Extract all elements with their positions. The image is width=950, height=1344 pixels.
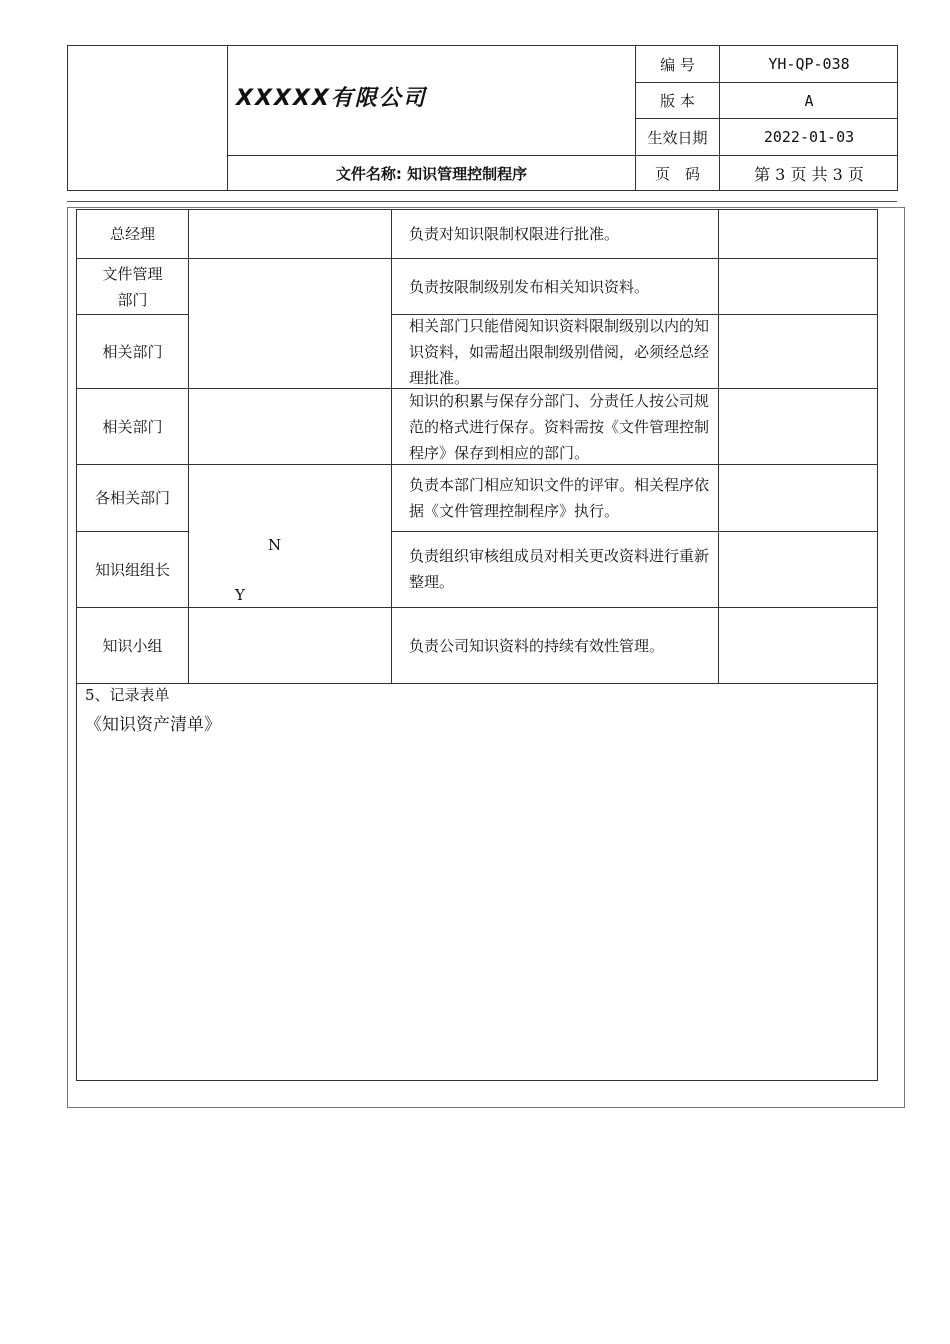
document-title: 文件名称: 知识管理控制程序: [335, 165, 528, 183]
doc-number-value: YH-QP-038: [768, 55, 850, 73]
records-section-title: 5、记录表单: [85, 686, 170, 704]
page-value: 第 3 页 共 3 页: [754, 165, 864, 184]
flow-label-no: N: [268, 536, 282, 554]
description-cell: 相关部门只能借阅知识资料限制级别以内的知识资料，如需超出限制级别借阅，必须经总经理批准。: [409, 316, 710, 387]
description-cell: 负责按限制级别发布相关知识资料。: [409, 277, 650, 296]
description-cell: 负责公司知识资料的持续有效性管理。: [409, 636, 665, 655]
flow-label-yes: Y: [235, 586, 245, 604]
effective-date-label: 生效日期: [647, 128, 708, 147]
description-cell: 负责组织审核组成员对相关更改资料进行重新整理。: [409, 547, 710, 591]
role-cell: 知识组组长: [94, 560, 170, 579]
role-cell: 文件管理部门: [102, 264, 163, 309]
role-cell: 相关部门: [102, 342, 163, 361]
role-cell: 知识小组: [102, 636, 163, 655]
records-item: 《知识资产清单》: [85, 715, 221, 735]
doc-number-label: 编 号: [660, 55, 695, 74]
role-cell: 相关部门: [102, 417, 163, 436]
description-cell: 知识的积累与保存分部门、分责任人按公司规范的格式进行保存。资料需按《文件管理控制程序》保存到相应的部门。: [409, 391, 710, 462]
effective-date-value: 2022-01-03: [763, 128, 855, 146]
role-cell: 总经理: [109, 225, 155, 243]
version-label: 版 本: [660, 92, 695, 110]
document-header: [67, 45, 898, 191]
responsibility-table: [76, 209, 878, 1081]
header-divider: [67, 201, 897, 202]
description-cell: 负责本部门相应知识文件的评审。相关程序依据《文件管理控制程序》执行。: [409, 476, 710, 520]
description-cell: 负责对知识限制权限进行批准。: [409, 225, 620, 243]
page-label: 页 码: [654, 165, 700, 183]
version-value: A: [804, 91, 814, 110]
role-cell: 各相关部门: [94, 489, 170, 507]
company-name: XXXXX有限公司: [236, 86, 427, 111]
